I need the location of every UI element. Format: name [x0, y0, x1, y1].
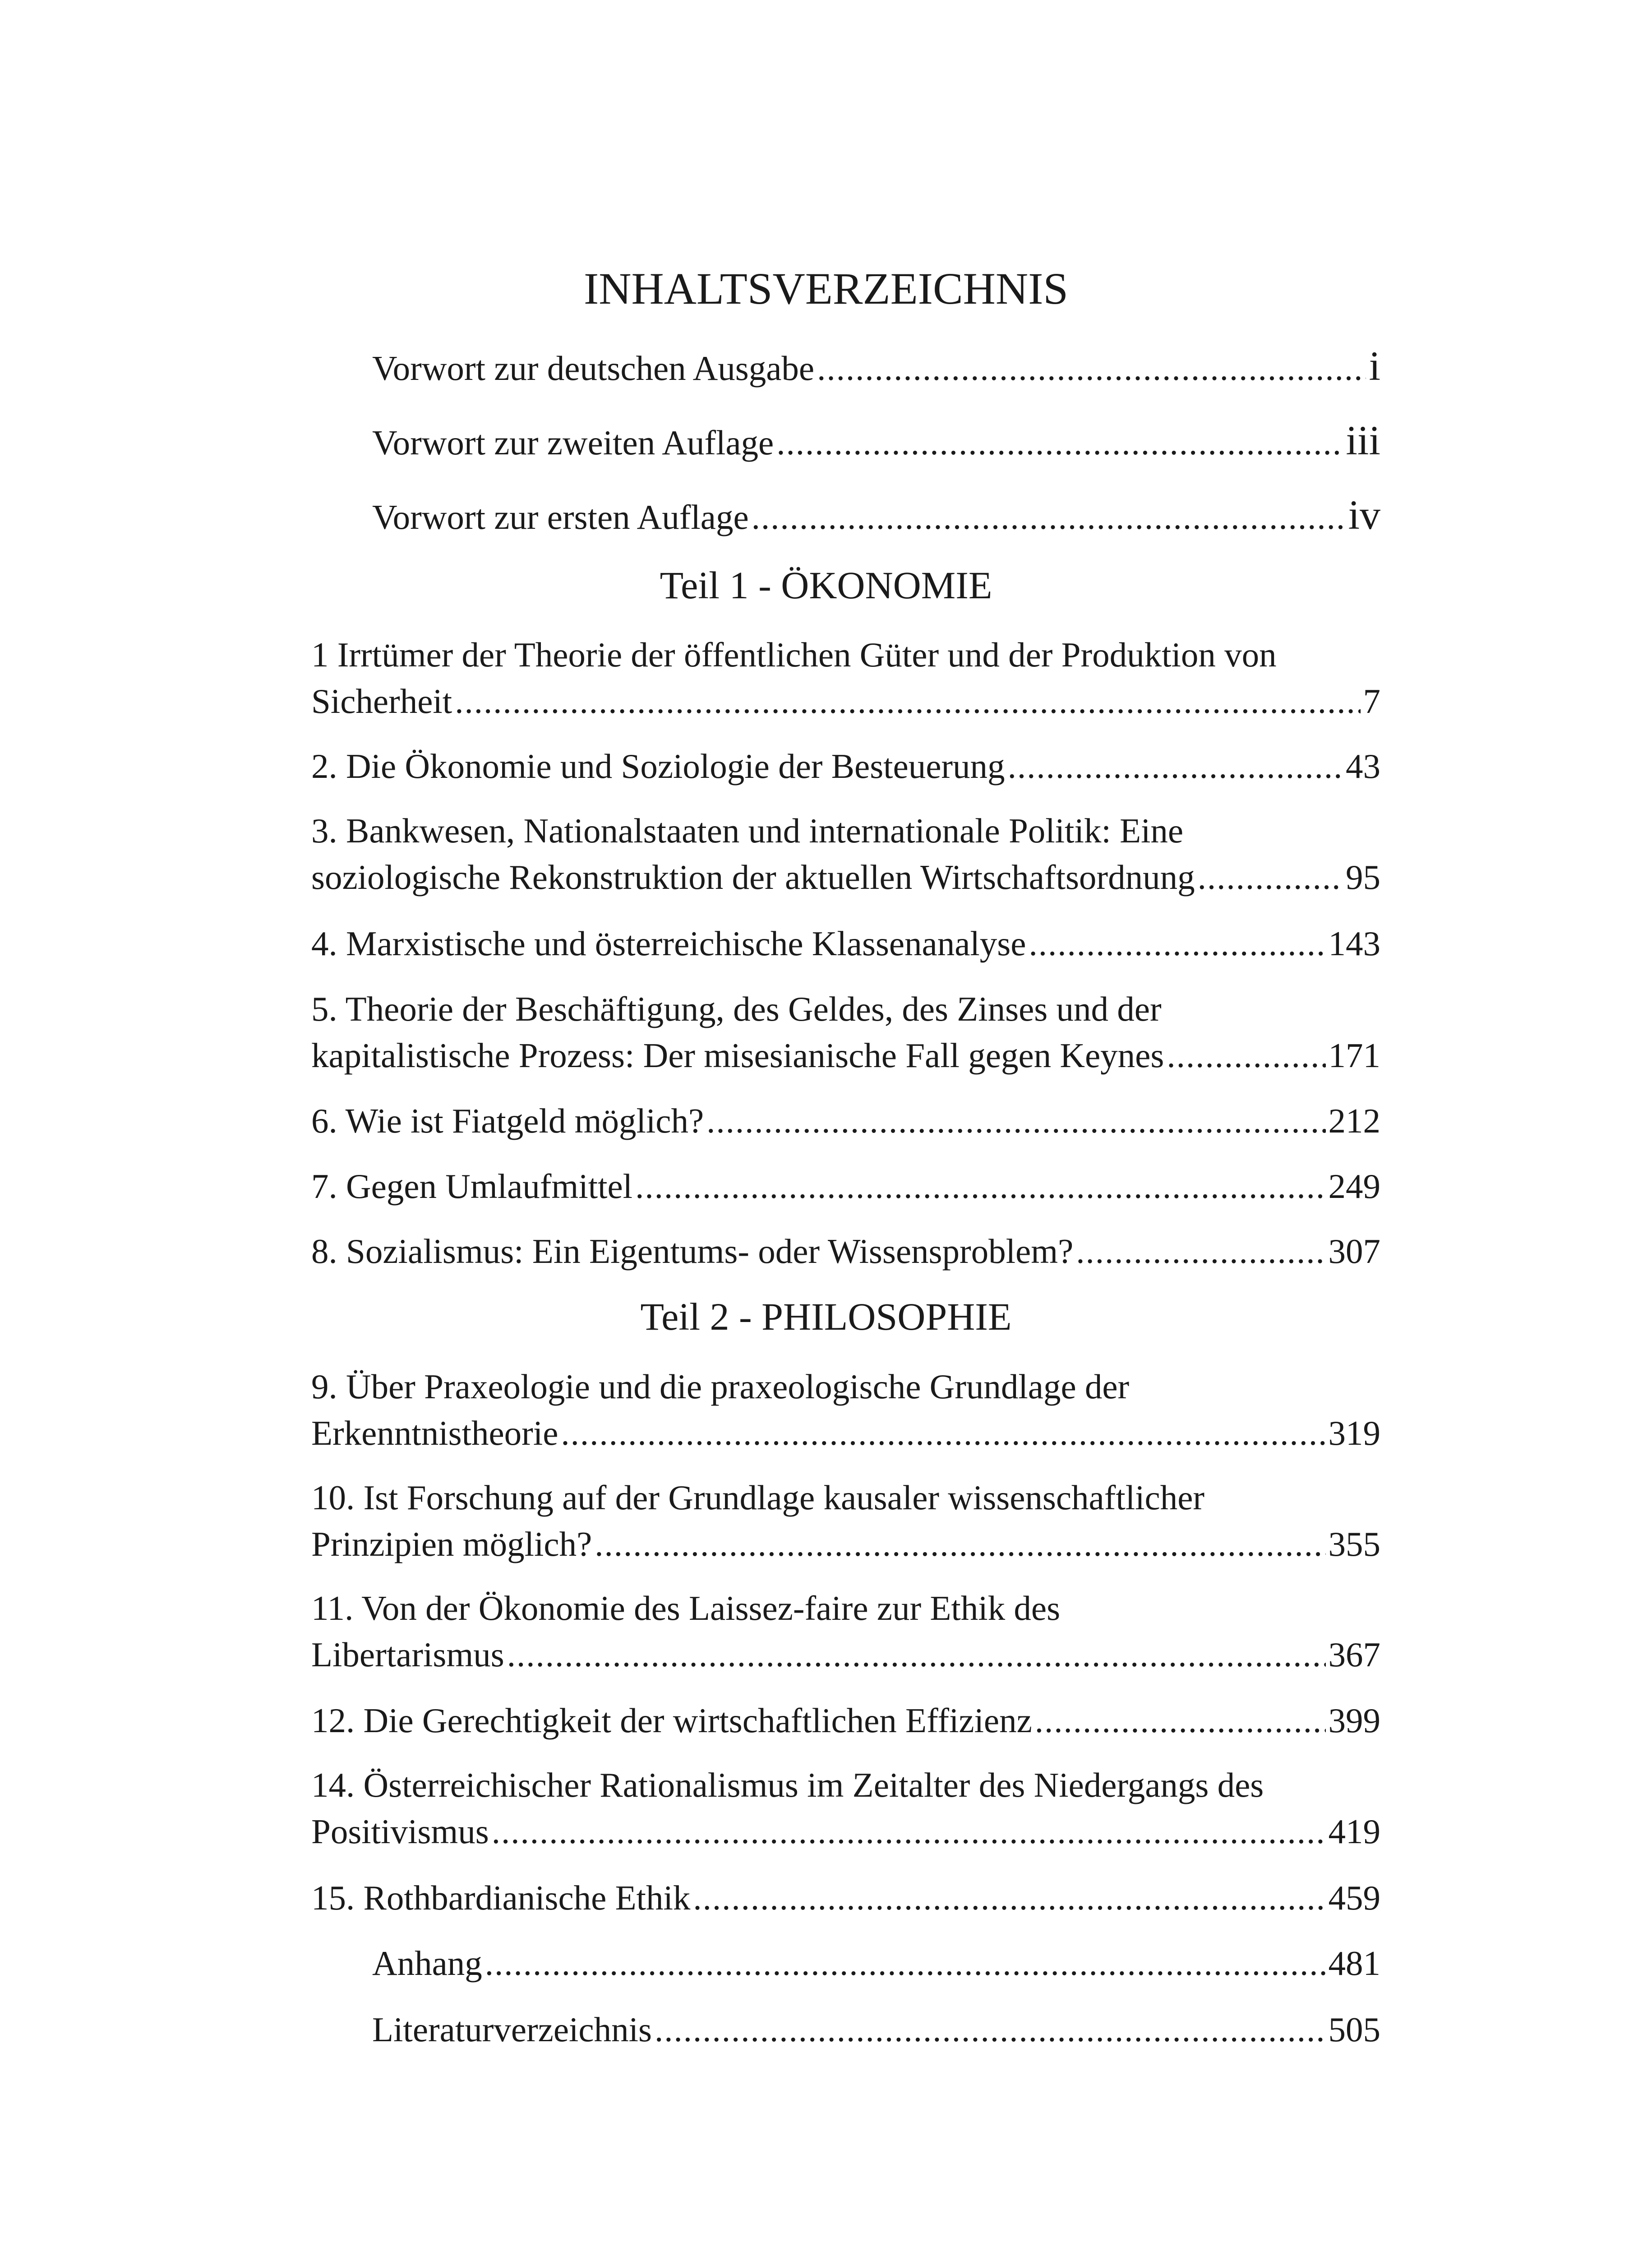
dot-leader — [752, 494, 1346, 541]
entry-label: Literaturverzeichnis — [372, 2010, 652, 2049]
entry-page: 505 — [1328, 2010, 1380, 2049]
toc-entry-10 — [311, 1475, 1380, 1567]
dot-leader — [817, 345, 1366, 392]
entry-title-line: 11. Von der Ökonomie des Laissez-faire zur Ethik des — [311, 1589, 1061, 1627]
entry-label: kapitalistische Prozess: Der misesianische Fall gegen Keynes — [311, 1036, 1164, 1075]
dot-leader — [1029, 920, 1325, 967]
toc-entry-2 — [311, 743, 1380, 790]
dot-leader — [1035, 1697, 1326, 1744]
entry-label: 15. Rothbardianische Ethik — [311, 1878, 691, 1917]
entry-page: 367 — [1328, 1635, 1380, 1674]
toc-entry-literaturverzeichnis — [372, 2006, 1380, 2053]
dot-leader — [635, 1163, 1325, 1210]
entry-page: 419 — [1328, 1812, 1380, 1851]
toc-entry-12 — [311, 1697, 1380, 1744]
dot-leader — [1076, 1228, 1325, 1275]
dot-leader — [706, 1098, 1325, 1144]
dot-leader — [1198, 854, 1343, 901]
entry-page: 459 — [1328, 1878, 1380, 1917]
dot-leader — [561, 1410, 1325, 1456]
entry-page: 43 — [1346, 747, 1380, 786]
entry-label: Anhang — [372, 1944, 482, 1983]
entry-label: 7. Gegen Umlaufmittel — [311, 1167, 633, 1206]
toc-entry-14 — [311, 1762, 1380, 1855]
toc-entry-3 — [311, 808, 1380, 901]
section-title-part-1: Teil 1 - ÖKONOMIE — [660, 564, 992, 607]
entry-label: 8. Sozialismus: Ein Eigentums- oder Wissensproblem? — [311, 1232, 1074, 1271]
entry-page: 319 — [1328, 1414, 1380, 1452]
section-title-part-2: Teil 2 - PHILOSOPHIE — [640, 1295, 1012, 1338]
toc-entry-11 — [311, 1585, 1380, 1678]
entry-page: iv — [1348, 492, 1380, 538]
toc-entry-5 — [311, 986, 1380, 1079]
entry-label: Libertarismus — [311, 1635, 504, 1674]
entry-title-line: 10. Ist Forschung auf der Grundlage kausaler wissenschaftlicher — [311, 1478, 1205, 1517]
toc-entry-15 — [311, 1875, 1380, 1921]
entry-label: 4. Marxistische und österreichische Klassenanalyse — [311, 924, 1026, 963]
toc-entry-vorwort-zweite-auflage — [372, 417, 1380, 466]
entry-label: 12. Die Gerechtigkeit der wirtschaftlichen Effizienz — [311, 1701, 1032, 1740]
dot-leader — [1008, 743, 1343, 790]
toc-entry-6 — [311, 1098, 1380, 1144]
dot-leader — [595, 1521, 1325, 1567]
dot-leader — [776, 420, 1343, 466]
entry-label: Positivismus — [311, 1812, 489, 1851]
entry-label: Prinzipien möglich? — [311, 1525, 592, 1563]
entry-title-line: 3. Bankwesen, Nationalstaaten und internationale Politik: Eine — [311, 811, 1184, 850]
dot-leader — [492, 1808, 1326, 1855]
entry-title-line: 1 Irrtümer der Theorie der öffentlichen Güter und der Produktion von — [311, 635, 1277, 674]
entry-page: 7 — [1363, 682, 1380, 721]
entry-page: 95 — [1346, 858, 1380, 897]
entry-label: Vorwort zur ersten Auflage — [372, 498, 749, 536]
toc-entry-anhang — [372, 1940, 1380, 1987]
entry-label: 2. Die Ökonomie und Soziologie der Besteuerung — [311, 747, 1005, 786]
entry-label: Erkenntnistheorie — [311, 1414, 558, 1452]
entry-page: 481 — [1328, 1944, 1380, 1983]
toc-entry-9 — [311, 1364, 1380, 1456]
entry-page: 212 — [1328, 1101, 1380, 1140]
entry-page: 171 — [1328, 1036, 1380, 1075]
dot-leader — [455, 678, 1360, 725]
entry-page: iii — [1346, 417, 1380, 463]
entry-title-line: 5. Theorie der Beschäftigung, des Geldes, des Zinses und der — [311, 989, 1162, 1028]
entry-label: Vorwort zur zweiten Auflage — [372, 423, 774, 462]
dot-leader — [507, 1632, 1326, 1678]
entry-title-line: 14. Österreichischer Rationalismus im Zeitalter des Niedergangs des — [311, 1766, 1264, 1804]
toc-entry-4 — [311, 920, 1380, 967]
toc-entry-8 — [311, 1228, 1380, 1275]
entry-page: 249 — [1328, 1167, 1380, 1206]
entry-title-line: 9. Über Praxeologie und die praxeologische Grundlage der — [311, 1367, 1130, 1406]
toc-entry-1 — [311, 632, 1380, 725]
toc-entry-7 — [311, 1163, 1380, 1210]
page-title: INHALTSVERZEICHNIS — [583, 264, 1069, 314]
dot-leader — [485, 1940, 1326, 1987]
entry-page: 399 — [1328, 1701, 1380, 1740]
entry-label: Sicherheit — [311, 682, 452, 721]
entry-page: 143 — [1328, 924, 1380, 963]
dot-leader — [1167, 1032, 1325, 1079]
entry-page: 307 — [1328, 1232, 1380, 1271]
toc-entry-vorwort-deutsche-ausgabe — [372, 343, 1380, 392]
entry-label: 6. Wie ist Fiatgeld möglich? — [311, 1101, 704, 1140]
dot-leader — [655, 2006, 1326, 2053]
toc-entry-vorwort-erste-auflage — [372, 492, 1380, 541]
entry-label: soziologische Rekonstruktion der aktuellen Wirtschaftsordnung — [311, 858, 1195, 897]
entry-page: 355 — [1328, 1525, 1380, 1563]
entry-label: Vorwort zur deutschen Ausgabe — [372, 349, 815, 388]
dot-leader — [693, 1875, 1325, 1921]
entry-page: i — [1369, 343, 1380, 389]
